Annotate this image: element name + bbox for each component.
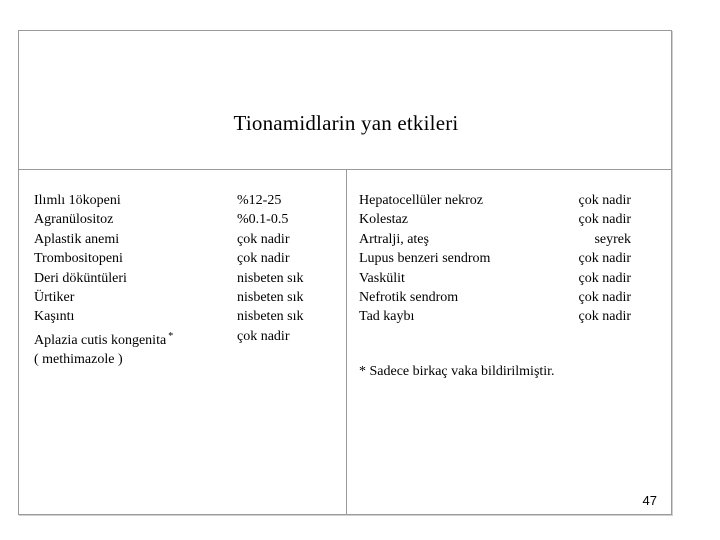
frequency-item: çok nadir <box>578 251 631 267</box>
frequency-item: çok nadir <box>578 193 631 208</box>
frequency-item: seyrek <box>594 231 631 247</box>
frequency-item: çok nadir <box>237 251 290 267</box>
divider-horizontal <box>19 169 671 170</box>
list-item: Agranülositoz <box>34 212 114 228</box>
list-item: ( methimazole ) <box>34 352 123 368</box>
footnote: * Sadece birkaç vaka bildirilmiştir. <box>359 364 555 379</box>
list-item: Vaskülit <box>359 270 405 286</box>
divider-vertical <box>346 169 347 514</box>
slide <box>18 30 672 515</box>
list-item-with-footnote <box>34 327 173 350</box>
list-item: Hepatocellüler nekroz <box>359 193 483 208</box>
list-item: Deri döküntüleri <box>34 270 127 286</box>
list-item: Ilımlı 1ökopeni <box>34 193 121 208</box>
list-item: Ürtiker <box>34 290 75 306</box>
left-effects-list <box>34 191 173 370</box>
frequency-item: çok nadir <box>578 270 631 286</box>
list-item: Kaşıntı <box>34 309 75 325</box>
frequency-item: çok nadir <box>237 328 290 344</box>
list-item: Aplastik anemi <box>34 231 120 247</box>
list-item: Tad kaybı <box>359 309 415 325</box>
frequency-item: %12-25 <box>237 193 282 208</box>
list-item: Nefrotik sendrom <box>359 290 459 306</box>
footnote-marker: * <box>168 330 174 342</box>
right-effects-list <box>359 191 490 327</box>
frequency-item: çok nadir <box>237 231 290 247</box>
frequency-item: %0.1-0.5 <box>237 212 289 228</box>
frequency-item: nisbeten sık <box>237 270 304 286</box>
list-item: Trombositopeni <box>34 251 123 267</box>
frequency-item: çok nadir <box>578 212 631 228</box>
frequency-item: nisbeten sık <box>237 290 304 306</box>
list-item: Aplazia cutis kongenita <box>34 332 167 348</box>
slide-title: Tionamidlarin yan etkileri <box>233 111 459 135</box>
frequency-item: çok nadir <box>578 309 631 325</box>
left-frequencies-list <box>237 191 304 346</box>
list-item: Lupus benzeri sendrom <box>359 251 491 267</box>
frequency-item: nisbeten sık <box>237 309 304 325</box>
right-frequencies-list <box>539 191 631 327</box>
list-item: Kolestaz <box>359 212 408 228</box>
frequency-item: çok nadir <box>578 290 631 306</box>
page-number: 47 <box>642 493 657 508</box>
list-item: Artralji, ateş <box>359 231 429 247</box>
